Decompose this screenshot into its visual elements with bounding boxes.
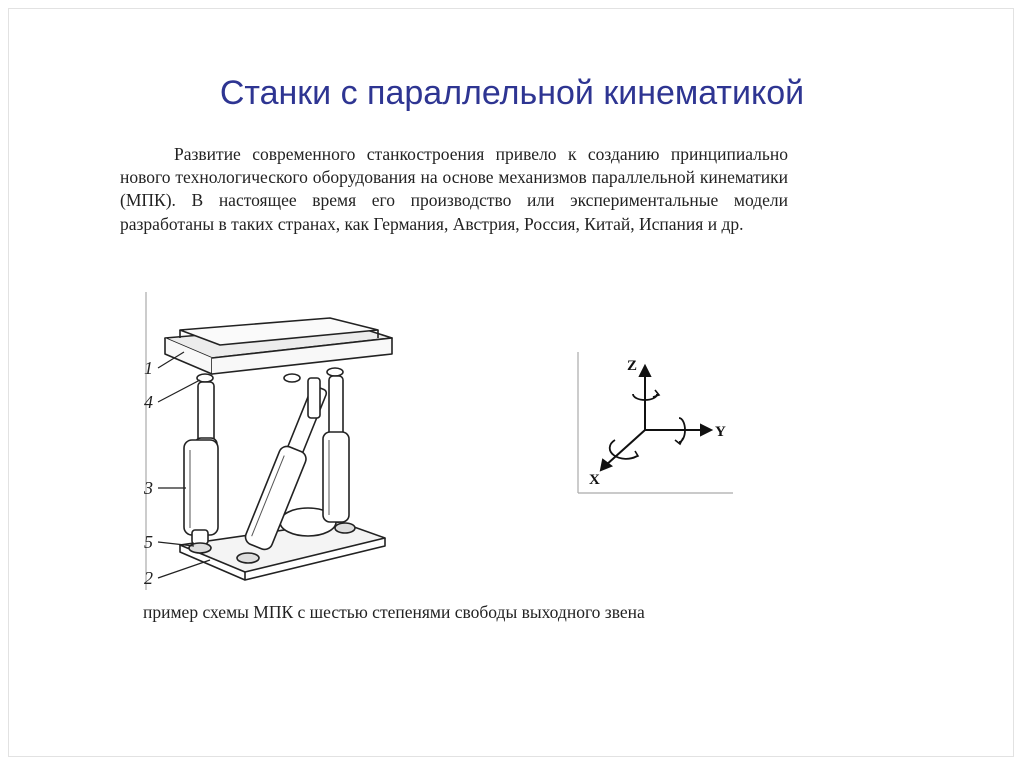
slide-title: Станки с параллельной кинематикой — [219, 74, 805, 112]
figure-caption: пример схемы МПК с шестью степенями свободы выходного звена — [143, 602, 645, 622]
axis-x-label: X — [589, 472, 600, 488]
body-paragraph: Развитие современного станкостроения привело к созданию принципиально нового технологического оборудования на основе механизмов параллельной кинематики (МПК). В настоящее время его производство или экспериментальные модели разработаны в таких странах, как Германия, Австрия, Россия, Китай, Испания и др. — [120, 144, 788, 234]
label-2: 2 — [144, 568, 153, 588]
label-5: 5 — [144, 532, 153, 552]
axis-z-label: Z — [627, 358, 638, 374]
hexapod-machine-illustration — [140, 290, 405, 595]
label-4: 4 — [144, 392, 153, 412]
coordinate-axes-diagram — [575, 348, 735, 496]
label-1: 1 — [144, 358, 153, 378]
label-3: 3 — [144, 478, 153, 498]
axis-y-label: Y — [715, 424, 726, 440]
